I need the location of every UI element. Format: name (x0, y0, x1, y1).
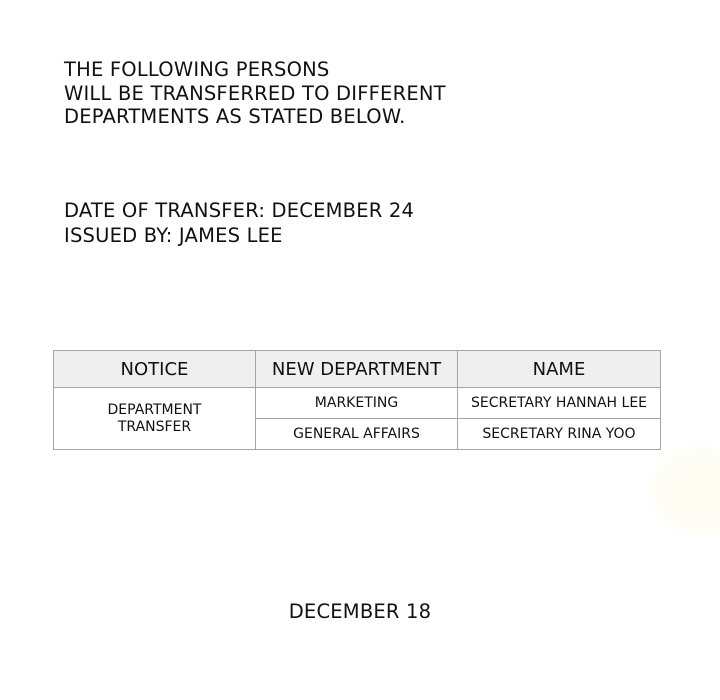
header-new-department: NEW DEPARTMENT (256, 351, 458, 388)
background-glow (646, 443, 720, 539)
announcement-line: WILL BE TRANSFERRED TO DIFFERENT (64, 81, 446, 105)
header-notice: NOTICE (54, 351, 256, 388)
table-header-row (54, 351, 661, 388)
name-cell: SECRETARY HANNAH LEE (458, 388, 661, 419)
name-cell: SECRETARY RINA YOO (458, 419, 661, 450)
notice-cell (54, 388, 256, 450)
table-row (54, 388, 661, 419)
department-cell: MARKETING (256, 388, 458, 419)
notice-line: DEPARTMENT (107, 401, 202, 418)
date-of-transfer: DATE OF TRANSFER: DECEMBER 24 (64, 199, 415, 222)
transfer-announcement (64, 58, 446, 129)
transfer-details (64, 199, 414, 248)
announcement-line: THE FOLLOWING PERSONS (64, 58, 330, 81)
department-cell: GENERAL AFFAIRS (256, 419, 458, 450)
header-name: NAME (458, 351, 661, 388)
announcement-line: DEPARTMENTS AS STATED BELOW. (64, 105, 406, 128)
issued-by: ISSUED BY: JAMES LEE (64, 223, 283, 247)
footer-date: DECEMBER 18 (288, 600, 432, 623)
notice-line: TRANSFER (117, 418, 192, 435)
transfer-table (53, 350, 661, 450)
